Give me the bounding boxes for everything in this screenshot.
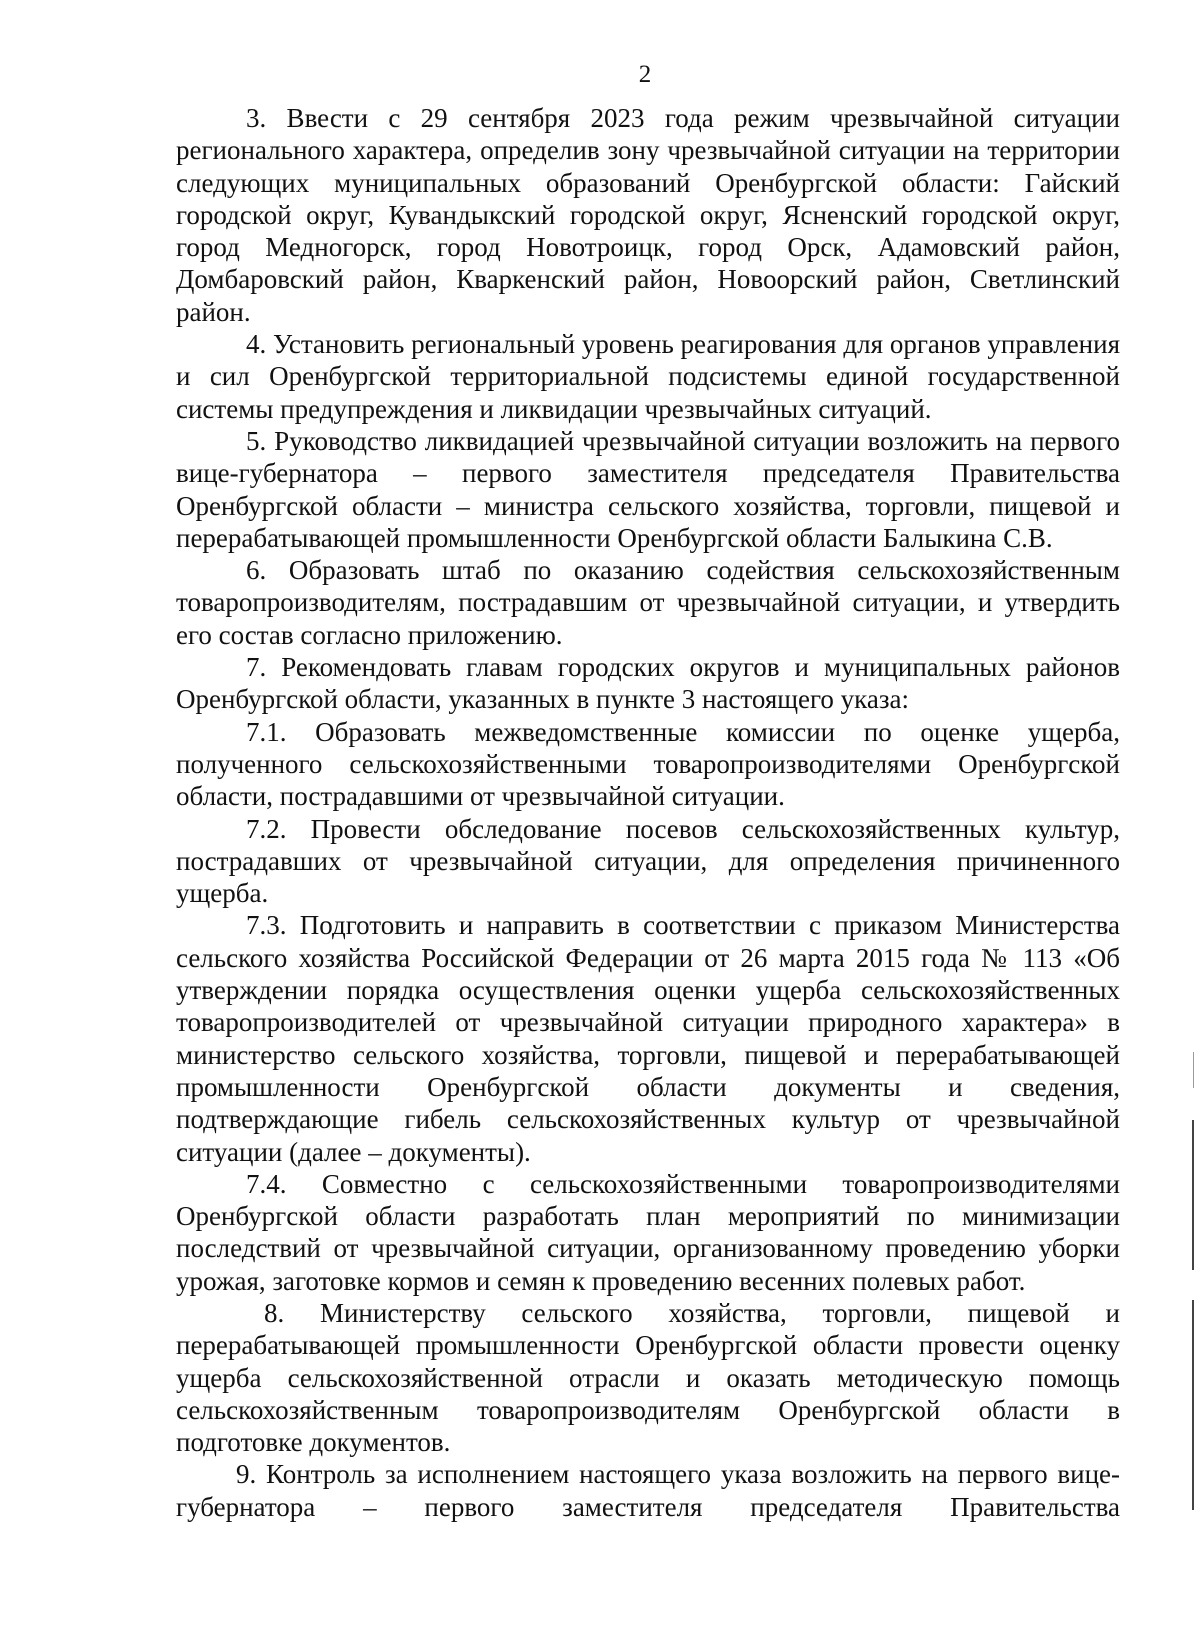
paragraph-3: 3. Ввести с 29 сентября 2023 года режим чрезвычайной ситуации регионального характера, определив зону чрезвычайной ситуации на территории следующих муниципальных образований Оренбургской области: Гайский городской округ, Кувандыкский городской округ, Ясненский городской округ, город Медногорск, город Новотроицк, город Орск, Адамовский район, Домбаровский район, Кваркенский район, Новоорский район, Светлинский район. <box>176 103 1120 327</box>
paragraph-7-2: 7.2. Провести обследование посевов сельскохозяйственных культур, пострадавших от чрезвычайной ситуации, для определения причиненного ущерба. <box>176 813 1120 909</box>
page-number: 2 <box>638 61 652 88</box>
paragraph-5: 5. Руководство ликвидацией чрезвычайной ситуации возложить на первого вице-губернатора – первого заместителя председателя Правительства Оренбургской области – министра сельского хозяйства, торговли, пищевой и перерабатывающей промышленности Оренбургской области Балыкина С.В. <box>176 425 1120 553</box>
paragraph-9: 9. Контроль за исполнением настоящего указа возложить на первого вице-губернатора – первого заместителя председателя Правительства <box>176 1459 1120 1522</box>
paragraph-7-3: 7.3. Подготовить и направить в соответствии с приказом Министерства сельского хозяйства Российской Федерации от 26 марта 2015 года № 113 «Об утверждении порядка осуществления оценки ущерба сельскохозяйственных товаропроизводителей от чрезвычайной ситуации природного характера» в министерство сельского хозяйства, торговли, пищевой и перерабатывающей промышленности Оренбургской области документы и сведения, подтверждающие гибель сельскохозяйственных культур от чрезвычайной ситуации (далее – документы). <box>176 910 1120 1167</box>
scan-edge-mark <box>1192 1120 1194 1270</box>
paragraph-4: 4. Установить региональный уровень реагирования для органов управления и сил Оренбургской территориальной подсистемы единой государственной системы предупреждения и ликвидации чрезвычайных ситуаций. <box>176 329 1120 424</box>
paragraph-6: 6. Образовать штаб по оказанию содействия сельскохозяйственным товаропроизводителям, пострадавшим от чрезвычайной ситуации, и утвердить его состав согласно приложению. <box>176 555 1120 650</box>
scan-edge-mark <box>1193 1052 1194 1088</box>
paragraph-7-1: 7.1. Образовать межведомственные комиссии по оценке ущерба, полученного сельскохозяйственными товаропроизводителями Оренбургской области, пострадавшими от чрезвычайной ситуации. <box>176 716 1120 812</box>
paragraph-7-4: 7.4. Совместно с сельскохозяйственными товаропроизводителями Оренбургской области разработать план мероприятий по минимизации последствий от чрезвычайной ситуации, организованному проведению уборки урожая, заготовке кормов и семян к проведению весенних полевых работ. <box>176 1168 1120 1296</box>
decree-body <box>176 102 1120 1523</box>
scan-edge-mark <box>1192 1300 1194 1510</box>
paragraph-8: 8. Министерству сельского хозяйства, торговли, пищевой и перерабатывающей промышленности Оренбургской области провести оценку ущерба сельскохозяйственной отрасли и оказать методическую помощь сельскохозяйственным товаропроизводителям Оренбургской области в подготовке документов. <box>176 1297 1120 1458</box>
paragraph-7: 7. Рекомендовать главам городских округов и муниципальных районов Оренбургской области, указанных в пункте 3 настоящего указа: <box>176 652 1120 715</box>
